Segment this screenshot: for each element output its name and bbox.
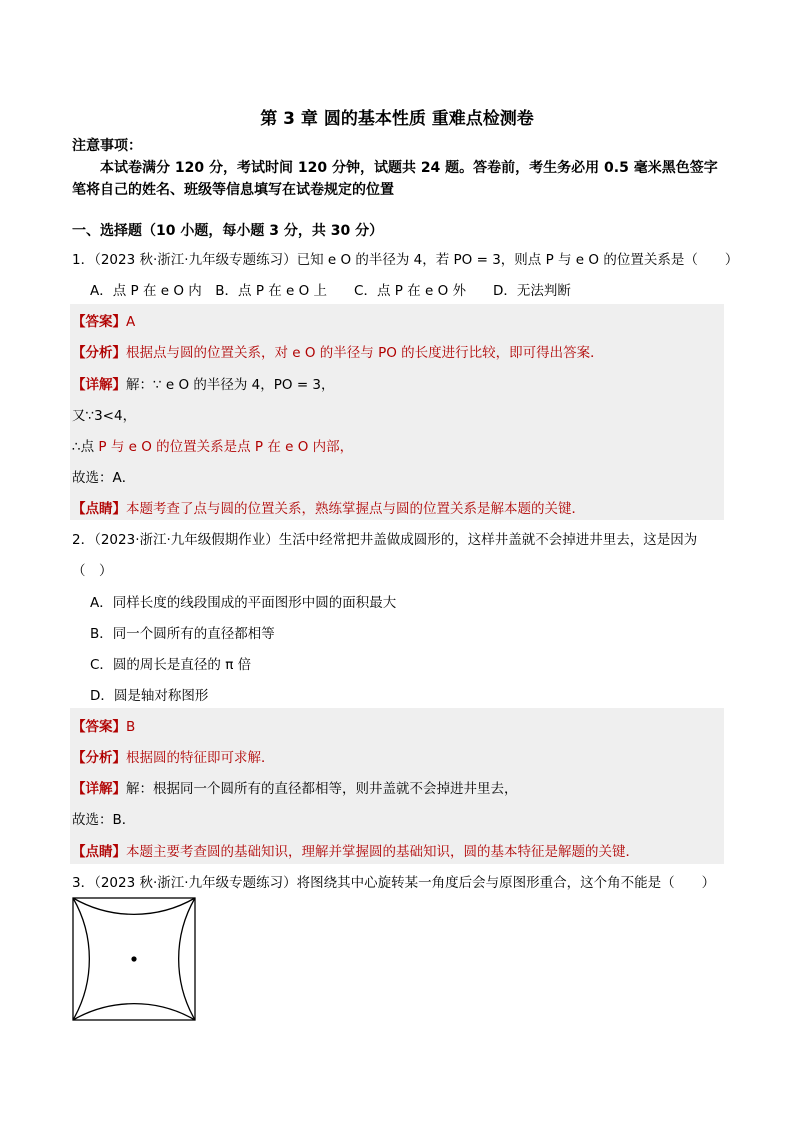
figure-arc-top (73, 898, 195, 914)
detail-tag: 【详解】 (72, 781, 126, 797)
comment-tag: 【点睛】 (72, 501, 126, 517)
page-title: 第 3 章 圆的基本性质 重难点检测卷 (260, 109, 534, 129)
q1-detail-4: 故选：A． (72, 470, 136, 486)
rotation-figure (72, 897, 196, 1021)
analysis-text: 根据圆的特征即可求解． (126, 750, 275, 766)
q2-option-a: A．同样长度的线段围成的平面图形中圆的面积最大 (90, 595, 397, 611)
q1-analysis (72, 341, 724, 361)
q1-comment (72, 497, 724, 517)
detail-tag: 【详解】 (72, 377, 126, 393)
answer-tag: 【答案】 (72, 314, 126, 330)
q3-stem: 3．（2023 秋·浙江·九年级专题练习）将图绕其中心旋转某一角度后会与原图形重合，这个角不能是（ ） (72, 875, 716, 891)
q1-detail-2: 又∵3<4， (72, 408, 137, 424)
q1-detail-3 (72, 435, 724, 455)
notice-body: 本试卷满分 120 分，考试时间 120 分钟，试题共 24 题。答卷前，考生务必用 0.5 毫米黑色签字笔将自己的姓名、班级等信息填写在试卷规定的位置 (72, 160, 718, 198)
analysis-tag: 【分析】 (72, 750, 126, 766)
figure-center-dot (131, 956, 136, 961)
q1-options: A．点 P 在 e O 内 B．点 P 在 e O 上 C．点 P 在 e O 外 D．无法判断 (90, 283, 571, 299)
q2-detail-1 (72, 777, 724, 797)
detail-3-prefix: ∴点 (72, 439, 99, 455)
notice-heading: 注意事项： (72, 138, 142, 154)
q2-stem-cont: （ ） (72, 563, 113, 579)
q2-option-d: D．圆是轴对称图形 (90, 688, 209, 704)
answer-value: B (126, 719, 136, 735)
comment-tag: 【点睛】 (72, 844, 126, 860)
q2-analysis (72, 746, 724, 766)
figure-arc-right (179, 898, 195, 1020)
q1-detail-1 (72, 373, 724, 393)
q2-comment (72, 840, 724, 860)
answer-tag: 【答案】 (72, 719, 126, 735)
q2-option-c: C．圆的周长是直径的 π 倍 (90, 657, 252, 673)
section-heading: 一、选择题（10 小题，每小题 3 分，共 30 分） (72, 223, 384, 239)
comment-text: 本题主要考查圆的基础知识，理解并掌握圆的基础知识，圆的基本特征是解题的关键． (126, 844, 639, 860)
detail-3-text: P 与 e O 的位置关系是点 P 在 e O 内部， (98, 439, 354, 455)
q1-stem: 1．（2023 秋·浙江·九年级专题练习）已知 e O 的半径为 4，若 PO = 3，则点 P 与 e O 的位置关系是（ ） (72, 252, 739, 268)
analysis-text: 根据点与圆的位置关系，对 e O 的半径与 PO 的长度进行比较，即可得出答案． (126, 345, 604, 361)
comment-text: 本题考查了点与圆的位置关系，熟练掌握点与圆的位置关系是解本题的关键． (126, 501, 585, 517)
detail-text: 解：∵ e O 的半径为 4，PO = 3， (126, 377, 335, 393)
detail-text: 解：根据同一个圆所有的直径都相等，则井盖就不会掉进井里去， (126, 781, 518, 797)
figure-arc-bottom (73, 1004, 195, 1020)
figure-arc-left (73, 898, 89, 1020)
q2-detail-2: 故选：B． (72, 812, 136, 828)
q1-answer (72, 310, 724, 330)
answer-value: A (126, 314, 136, 330)
analysis-tag: 【分析】 (72, 345, 126, 361)
q2-option-b: B．同一个圆所有的直径都相等 (90, 626, 275, 642)
q2-stem: 2．（2023·浙江·九年级假期作业）生活中经常把井盖做成圆形的，这样井盖就不会掉进井里去，这是因为 (72, 532, 698, 548)
q2-answer (72, 715, 724, 735)
